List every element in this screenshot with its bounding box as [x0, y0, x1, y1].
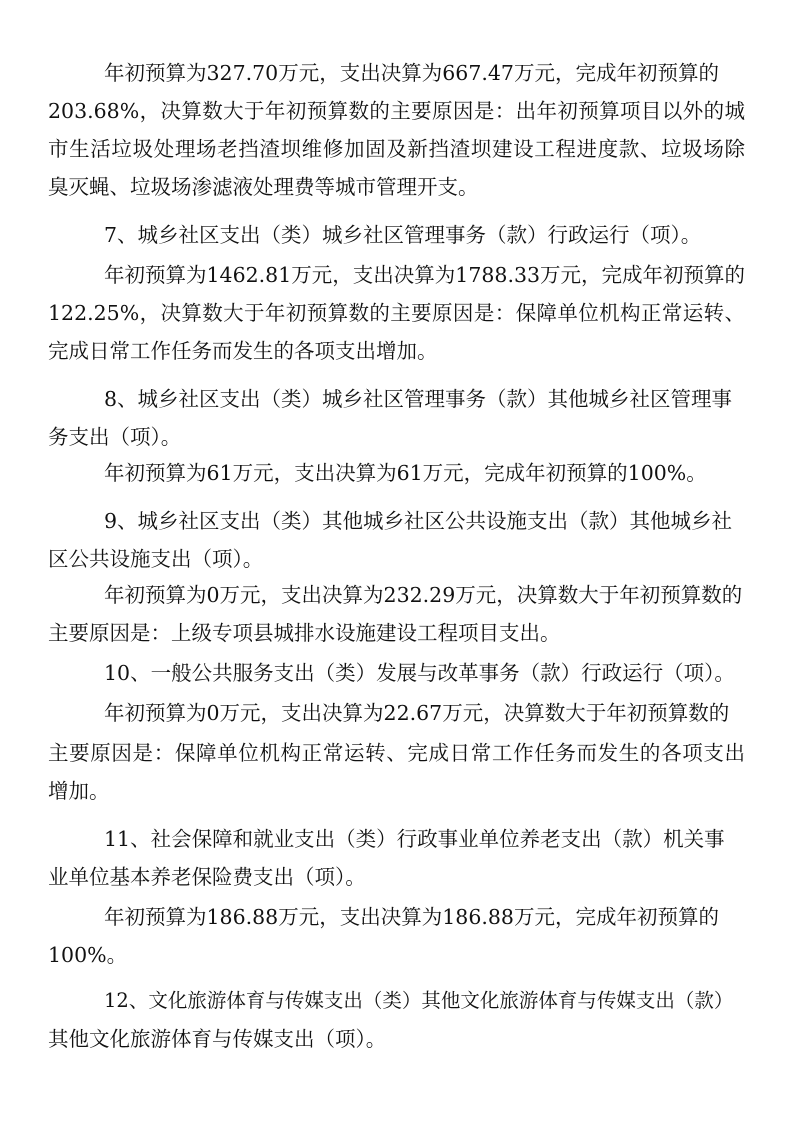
section-heading: 12、文化旅游体育与传媒支出（类）其他文化旅游体育与传媒支出（款） [104, 989, 734, 1012]
paragraph-line: 主要原因是：保障单位机构正常运转、完成日常工作任务而发生的各项支出 [48, 741, 745, 765]
section-heading: 7、城乡社区支出（类）城乡社区管理事务（款）行政运行（项）。 [104, 223, 702, 247]
paragraph-line: 完成日常工作任务而发生的各项支出增加。 [48, 339, 438, 363]
paragraph-line: 年初预算为327.70万元，支出决算为667.47万元，完成年初预算的 [104, 61, 719, 85]
section-heading-continuation: 其他文化旅游体育与传媒支出（项）。 [48, 1027, 387, 1051]
paragraph-line: 100%。 [48, 943, 128, 967]
section-heading-continuation: 区公共设施支出（项）。 [48, 547, 264, 571]
paragraph-line: 主要原因是：上级专项县城排水设施建设工程项目支出。 [48, 621, 561, 645]
paragraph-line: 年初预算为1462.81万元，支出决算为1788.33万元，完成年初预算的 [104, 263, 746, 287]
paragraph-line: 年初预算为61万元，支出决算为61万元，完成年初预算的100%。 [104, 461, 707, 485]
paragraph-line: 203.68%，决算数大于年初预算数的主要原因是：出年初预算项目以外的城 [48, 99, 745, 123]
section-heading: 10、一般公共服务支出（类）发展与改革事务（款）行政运行（项）。 [104, 661, 735, 685]
section-heading-continuation: 务支出（项）。 [48, 425, 182, 449]
paragraph-line: 122.25%，决算数大于年初预算数的主要原因是：保障单位机构正常运转、 [48, 301, 745, 325]
paragraph-line: 市生活垃圾处理场老挡渣坝维修加固及新挡渣坝建设工程进度款、垃圾场除 [48, 137, 745, 161]
paragraph-line: 年初预算为0万元，支出决算为22.67万元，决算数大于年初预算数的 [104, 701, 730, 725]
paragraph-line: 增加。 [48, 779, 110, 803]
paragraph-line: 臭灭蝇、垃圾场渗滤液处理费等城市管理开支。 [48, 175, 479, 199]
section-heading: 8、城乡社区支出（类）城乡社区管理事务（款）其他城乡社区管理事 [104, 387, 733, 411]
paragraph-line: 年初预算为0万元，支出决算为232.29万元，决算数大于年初预算数的 [104, 583, 743, 607]
section-heading: 9、城乡社区支出（类）其他城乡社区公共设施支出（款）其他城乡社 [104, 509, 733, 533]
section-heading-continuation: 业单位基本养老保险费支出（项）。 [48, 865, 366, 889]
paragraph-line: 年初预算为186.88万元，支出决算为186.88万元，完成年初预算的 [104, 905, 719, 929]
section-heading: 11、社会保障和就业支出（类）行政事业单位养老支出（款）机关事 [104, 827, 725, 851]
